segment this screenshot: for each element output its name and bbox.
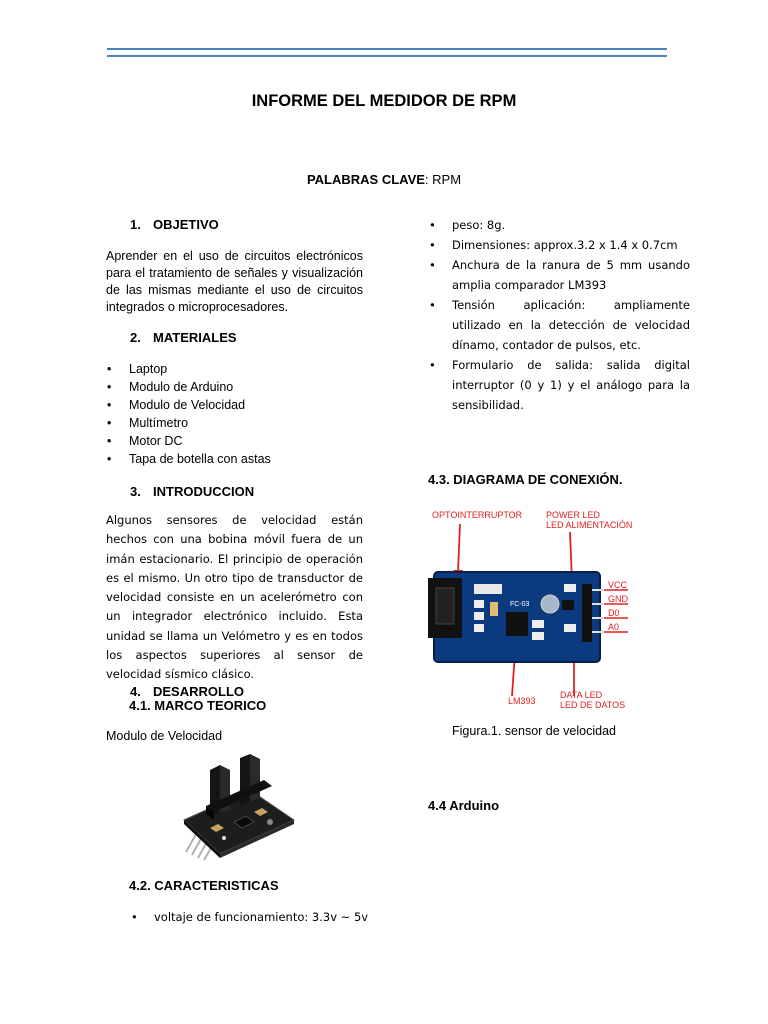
data-led <box>564 624 576 632</box>
list-item: • Laptop <box>106 360 363 378</box>
section-diagrama-heading: 4.3. DIAGRAMA DE CONEXIÓN. <box>428 472 623 487</box>
list-item: • Motor DC <box>106 432 363 450</box>
list-item: • Tensión aplicación: ampliamente utilizado en la detección de velocidad dínamo, contador de pulsos, etc. <box>428 295 690 355</box>
label-optointerruptor: OPTOINTERRUPTOR <box>432 510 523 520</box>
section-title: DESARROLLO <box>153 684 244 699</box>
lm393-chip <box>506 612 528 636</box>
label-lm393: LM393 <box>508 696 536 706</box>
label-a0: A0 <box>608 622 620 632</box>
section-number: 2. <box>130 330 141 345</box>
component <box>474 624 484 632</box>
component <box>474 600 484 608</box>
keywords-value: : RPM <box>424 172 462 187</box>
header-rule-top <box>107 48 667 50</box>
power-led <box>564 584 576 592</box>
section-caracteristicas-heading: 4.2. CARACTERISTICAS <box>129 878 279 893</box>
mount-hole <box>267 819 273 825</box>
section-desarrollo-heading <box>130 684 244 699</box>
label-d0: D0 <box>608 608 620 618</box>
list-item: • Formulario de salida: salida digital interruptor (0 y 1) y el análogo para la sensibilidad. <box>428 355 690 415</box>
label-power-led-1: POWER LED <box>546 510 601 520</box>
section-arduino-heading: 4.4 Arduino <box>428 798 500 813</box>
opto-slot <box>436 588 454 624</box>
list-item: • Anchura de la ranura de 5 mm usando amplia comparador LM393 <box>428 255 690 295</box>
list-item: • Modulo de Velocidad <box>106 396 363 414</box>
document-title: INFORME DEL MEDIDOR DE RPM <box>251 92 517 110</box>
component <box>474 612 484 620</box>
component <box>490 602 498 616</box>
section-number: 1. <box>130 217 141 232</box>
connection-diagram <box>428 500 690 710</box>
objetivo-paragraph: Aprender en el uso de circuitos electrónicos para el tratamiento de señales y visualización de las mismas mediante el uso de circuitos integrados o microprocesadores. <box>106 249 363 314</box>
section-materiales-heading <box>130 330 237 345</box>
modulo-label: Modulo de Velocidad <box>106 729 223 743</box>
component <box>562 600 574 610</box>
mount-hole <box>541 595 559 613</box>
led <box>222 836 226 840</box>
specs-list <box>428 215 690 415</box>
component <box>532 632 544 640</box>
section-objetivo-heading <box>130 217 219 232</box>
section-number: 4. <box>130 684 141 699</box>
introduccion-paragraph: Algunos sensores de velocidad están hechos con una bobina móvil fuera de un imán estacionario. El principio de operación es el mismo. Un otro tipo de transductor de velocidad consiste en un acelerómetro con un integrador electrónico incluido. Esta unidad se llama un Velómetro y es en todos los aspectos superiores al sensor de velocidad sísmico clásico. <box>106 513 363 682</box>
label-data-led-1: DATA LED <box>560 690 603 700</box>
list-item: • Multímetro <box>106 414 363 432</box>
header-rule-bottom <box>107 55 667 57</box>
component <box>532 620 544 628</box>
section-title: OBJETIVO <box>153 217 219 232</box>
list-item: • Modulo de Arduino <box>106 378 363 396</box>
board-label: FC-03 <box>510 601 530 608</box>
section-title: INTRODUCCION <box>153 484 255 499</box>
section-title: MATERIALES <box>153 330 237 345</box>
list-item: • Dimensiones: approx.3.2 x 1.4 x 0.7cm <box>428 235 690 255</box>
section-marco-teorico-heading: 4.1. MARCO TEORICO <box>129 698 267 713</box>
list-item: • voltaje de funcionamiento: 3.3v ~ 5v <box>130 907 370 927</box>
label-gnd: GND <box>608 594 628 604</box>
label-vcc: VCC <box>608 580 628 590</box>
caracteristicas-list <box>130 907 370 927</box>
label-data-led-2: LED DE DATOS <box>560 700 626 710</box>
figure-caption: Figura.1. sensor de velocidad <box>452 724 616 738</box>
materiales-list <box>106 360 363 468</box>
section-number: 3. <box>130 484 141 499</box>
component <box>474 584 502 594</box>
keywords-line <box>0 172 768 187</box>
list-item: • Tapa de botella con astas <box>106 450 363 468</box>
section-introduccion-heading <box>130 484 254 499</box>
keywords-label: PALABRAS CLAVE <box>306 172 425 187</box>
label-power-led-2: LED ALIMENTACIÓN <box>546 520 633 530</box>
pin-header <box>582 584 592 642</box>
speed-sensor-image <box>180 750 300 862</box>
list-item: • peso: 8g. <box>428 215 690 235</box>
